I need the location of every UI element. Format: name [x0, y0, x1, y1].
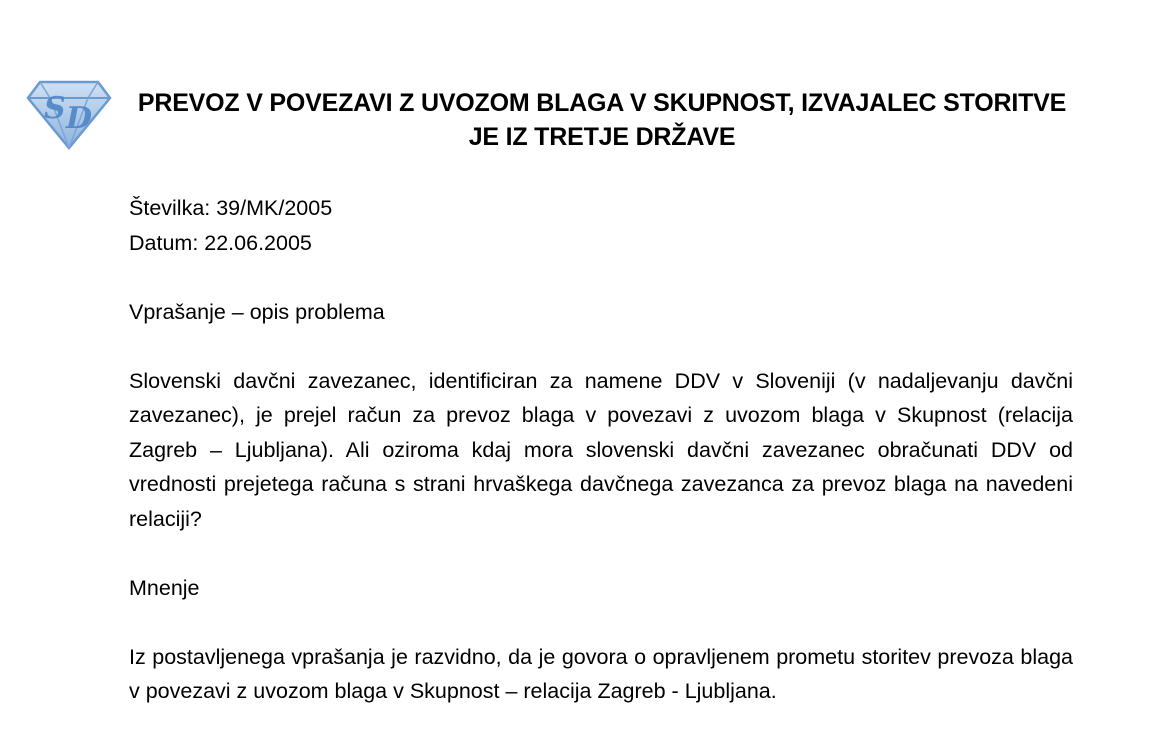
diamond-logo-icon: [26, 78, 112, 150]
document-body: [129, 191, 1073, 709]
svg-text:S: S: [44, 91, 66, 126]
question-text: Slovenski davčni zavezanec, identificiran za namene DDV v Sloveniji (v nadaljevanju davčni zavezanec), je prejel račun za prevoz blaga v povezavi z uvozom blaga v Skupnost (relacija Zagreb – Ljubljana). Ali oziroma kdaj mora slovenski davčni zavezanec obračunati DDV od vrednosti prejetega računa s strani hrvaškega davčnega zavezanca za prevoz blaga na navedeni relaciji?: [129, 368, 1073, 531]
document-date: Datum: 22.06.2005: [129, 230, 312, 255]
opinion-heading: Mnenje: [129, 575, 200, 600]
document-number: Številka: 39/MK/2005: [129, 196, 333, 220]
svg-text:D: D: [66, 101, 93, 136]
document-title: PREVOZ V POVEZAVI Z UVOZOM BLAGA V SKUPNOST, IZVAJALEC STORITVE JE IZ TRETJE DRŽAVE: [137, 89, 1067, 151]
opinion-text: Iz postavljenega vprašanja je razvidno, da je govora o opravljenem prometu storitev prevoza blaga v povezavi z uvozom blaga v Skupnost – relacija Zagreb - Ljubljana.: [129, 644, 1073, 703]
question-heading: Vprašanje – opis problema: [129, 299, 385, 324]
